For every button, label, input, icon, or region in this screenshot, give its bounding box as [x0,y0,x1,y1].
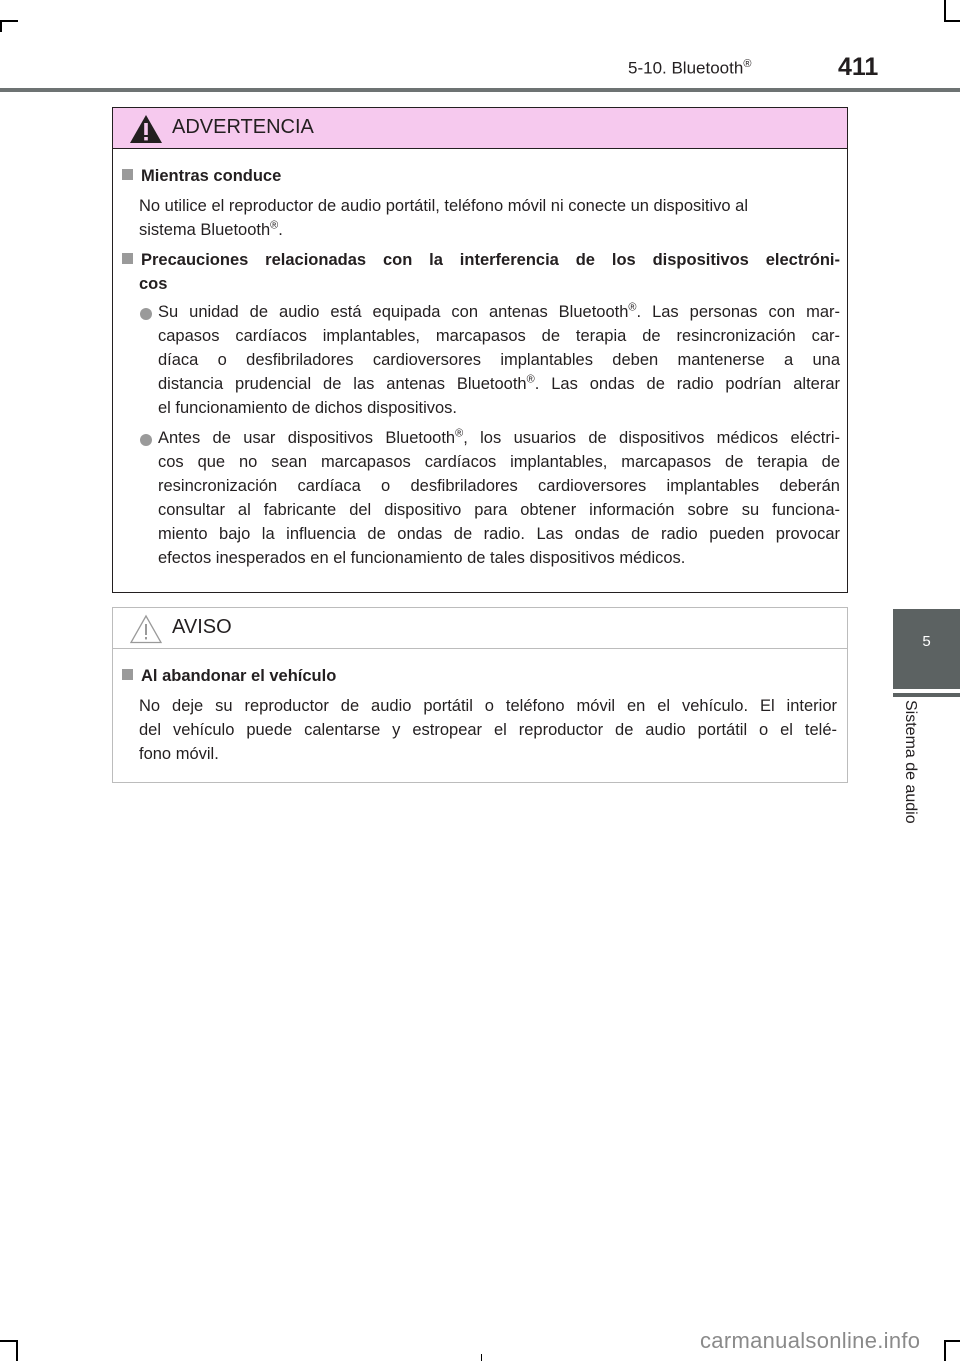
section-title: 5-10. Bluetooth® [628,58,752,78]
notice-title: AVISO [172,616,232,638]
warning-title: ADVERTENCIA [172,116,314,138]
chapter-number: 5 [922,633,931,650]
warning-header [113,108,847,149]
watermark: carmanualsonline.info [700,1328,921,1353]
warning-text: cos que no sean marcapasos cardíacos implantables, marcapasos de terapia de [158,453,840,471]
warning-text: díaca o desfibriladores cardioversores implantables deben mantenerse a una [158,351,840,369]
square-bullet-icon [122,253,133,264]
warning-text: Antes de usar dispositivos Bluetooth®, los usuarios de dispositivos médicos eléctri- [158,427,840,447]
notice-box [112,607,848,783]
notice-heading: Al abandonar el vehículo [122,664,336,688]
warning-text: consultar al fabricante del dispositivo para obtener información sobre su funciona- [158,501,840,519]
bullet-icon [140,434,152,446]
square-bullet-icon [122,169,133,180]
warning-text: miento bajo la influencia de ondas de radio. Las ondas de radio pueden provocar [158,525,840,543]
header-rule [0,88,960,92]
notice-header [113,608,847,649]
warning-triangle-icon [129,114,163,144]
warning-text: sistema Bluetooth®. [139,219,283,239]
notice-text: del vehículo puede calentarse y estropear el reproductor de audio portátil o el telé- [139,721,837,739]
crop-mark [0,20,18,22]
bullet-icon [140,308,152,320]
crop-mark [944,0,946,22]
warning-heading-driving: Mientras conduce [122,164,281,188]
chapter-tab [893,609,960,689]
warning-box [112,107,848,593]
crop-mark [16,1340,18,1361]
warning-heading-interference-end: cos [139,275,168,293]
warning-heading-interference: Precauciones relacionadas con la interferencia de los dispositivos electróni- [122,248,840,272]
crop-mark [944,1340,946,1361]
crop-mark [944,1340,960,1342]
warning-text: No utilice el reproductor de audio portátil, teléfono móvil ni conecte un dispositivo al [139,197,749,215]
caution-triangle-icon [129,614,163,644]
square-bullet-icon [122,669,133,680]
warning-text: Su unidad de audio está equipada con antenas Bluetooth®. Las personas con mar- [158,301,840,321]
chapter-label: Sistema de audio [902,700,919,824]
warning-text: distancia prudencial de las antenas Bluetooth®. Las ondas de radio podrían alterar [158,373,841,393]
warning-text: capasos cardíacos implantables, marcapasos de terapia de resincronización car- [158,327,840,345]
footer-tick [481,1354,482,1361]
warning-text: efectos inesperados en el funcionamiento de tales dispositivos médicos. [158,549,686,567]
notice-text: No deje su reproductor de audio portátil o teléfono móvil en el vehículo. El interior [139,697,837,715]
chapter-tab-rule [893,693,960,697]
crop-mark [944,20,960,22]
warning-text: el funcionamiento de dichos dispositivos. [158,399,458,417]
warning-text: resincronización cardíaca o desfibriladores cardioversores implantables deberán [158,477,840,495]
notice-text: fono móvil. [139,745,219,763]
page-number: 411 [838,53,879,81]
